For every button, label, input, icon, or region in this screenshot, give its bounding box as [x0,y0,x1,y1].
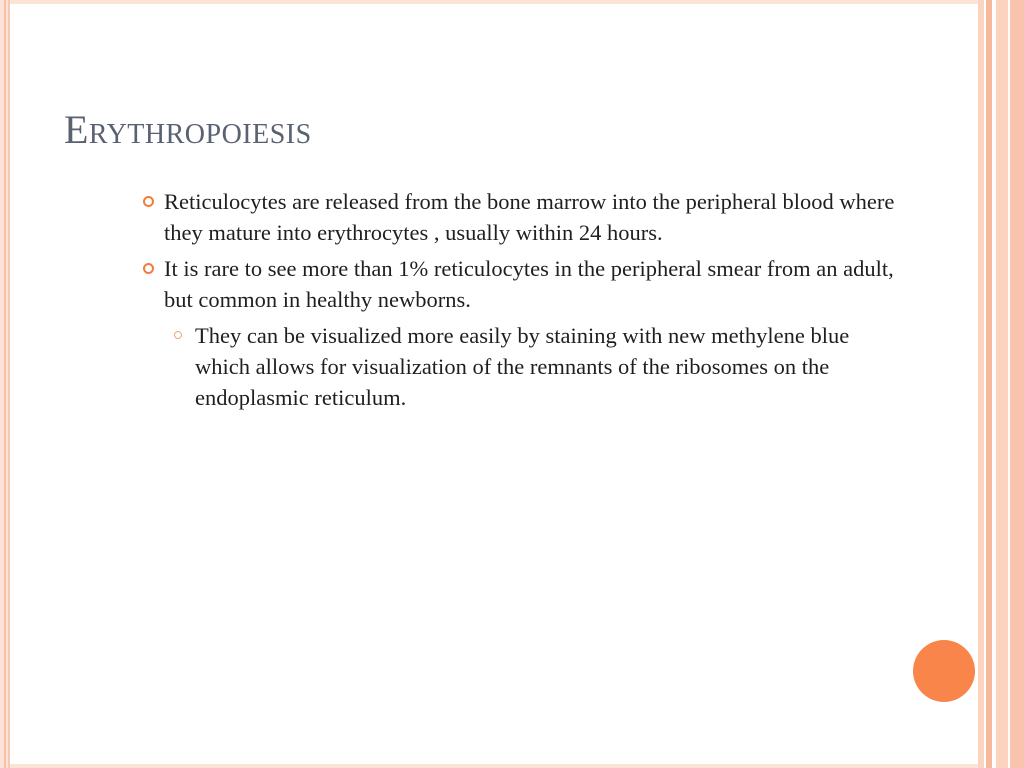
orange-ring-bullet-icon [143,263,154,274]
right-decorative-stripes [978,0,1024,768]
frame-left-border [0,0,10,768]
sub-bullet-item [171,320,900,413]
sub-bullet-text: They can be visualized more easily by staining with new methylene blue which allows for visualization of the remnants of the ribosomes on the endoplasmic reticulum. [195,323,850,410]
frame-top-border [0,0,978,4]
frame-left-line [4,0,6,768]
orange-ring-bullet-icon [143,196,154,207]
slide-title: Erythropoiesis [64,107,312,152]
bullet-text: It is rare to see more than 1% reticulocytes in the peripheral smear from an adult, but common in healthy newborns. [164,256,894,312]
bullet-list [140,186,900,418]
small-ring-bullet-icon [174,331,182,339]
bullet-text: Reticulocytes are released from the bone marrow into the peripheral blood where they mature into erythrocytes , usually within 24 hours. [164,189,895,245]
bullet-item [140,253,900,315]
frame-bottom-border [0,764,978,768]
decorative-orange-circle [913,640,975,702]
bullet-item [140,186,900,248]
